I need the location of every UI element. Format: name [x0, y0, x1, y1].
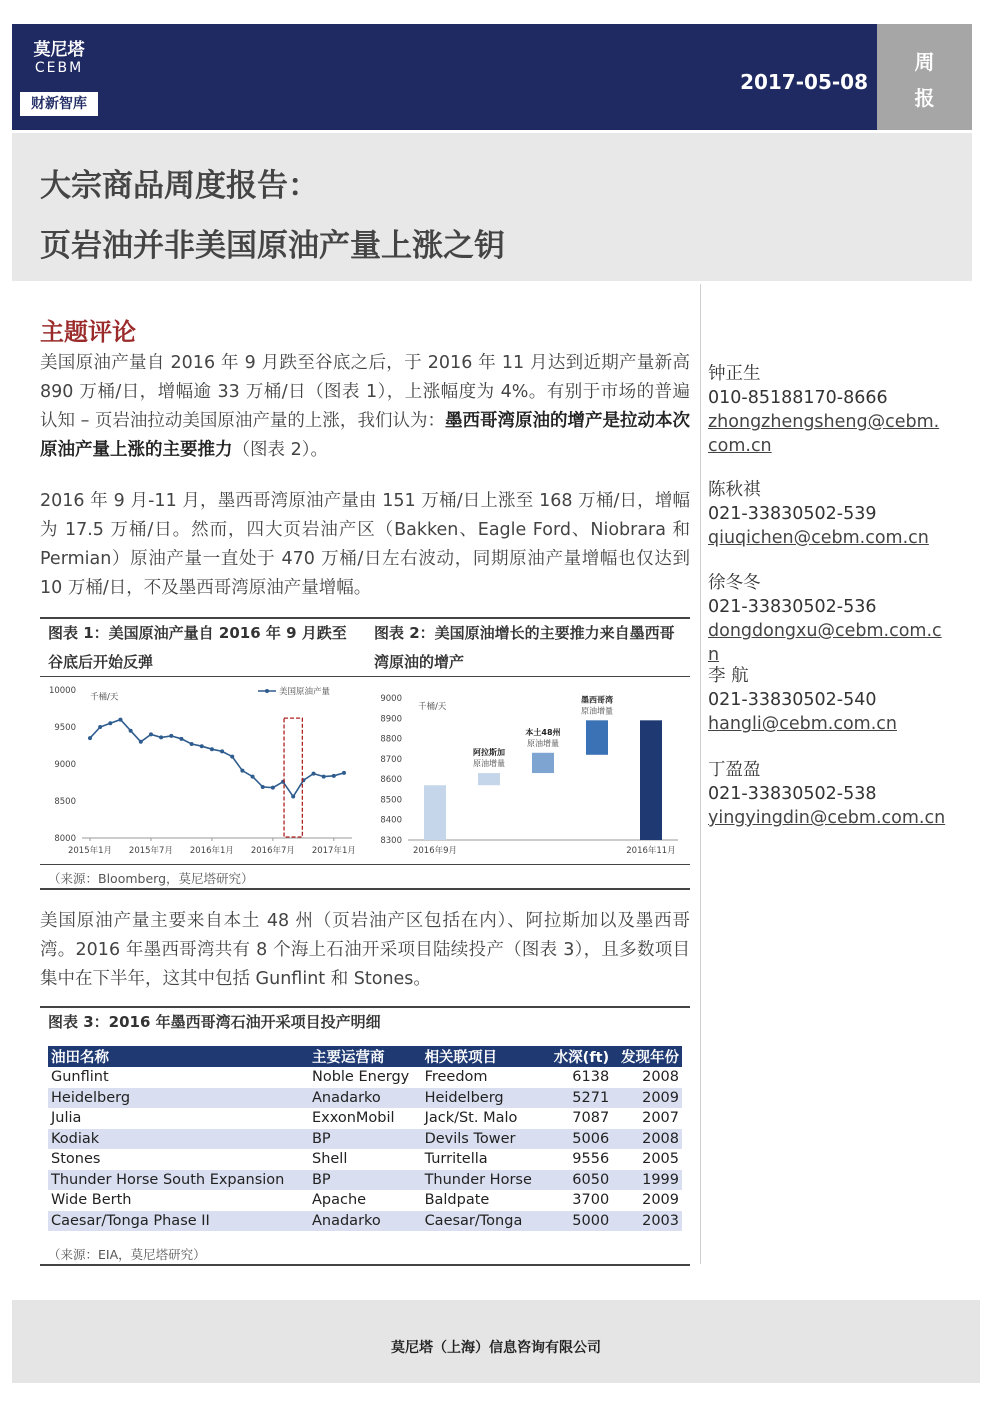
cell-project: Caesar/Tonga [422, 1211, 546, 1232]
cell-field: Caesar/Tonga Phase II [48, 1211, 309, 1232]
cell-field: Stones [51, 1151, 101, 1168]
figure-source-rule [40, 864, 690, 865]
data-point [139, 740, 143, 744]
contact-phone: 010-85188170-8666 [708, 388, 888, 408]
y-tick-label: 8000 [54, 834, 76, 844]
data-point [322, 775, 326, 779]
y-tick-label: 8600 [380, 775, 402, 786]
contact-name: 丁盈盈 [708, 760, 761, 780]
data-point [98, 725, 102, 729]
cell-project: Turritella [424, 1151, 488, 1168]
data-point [129, 729, 133, 733]
report-type-char-2: 报 [914, 86, 935, 110]
data-point [149, 732, 153, 736]
data-point [251, 775, 255, 779]
data-point [261, 785, 265, 789]
contact-card [708, 571, 948, 667]
cell-operator: BP [309, 1170, 422, 1191]
data-point [332, 774, 336, 778]
contact-email[interactable]: zhongzhengsheng@cebm.com.cn [708, 412, 940, 456]
contact-phone: 021-33830502-540 [708, 690, 877, 710]
figure-caption-rule [40, 676, 690, 677]
figure-2-waterfall-chart [372, 680, 690, 862]
table-row [48, 1067, 682, 1088]
cebm-logo [20, 40, 98, 92]
cell-operator: Shell [311, 1151, 348, 1168]
col-header-operator: 主要运营商 [309, 1046, 422, 1067]
table-row [48, 1190, 682, 1211]
table-bottom-rule [40, 1264, 690, 1266]
figure-1-line-chart [40, 680, 360, 862]
cell-year: 2003 [612, 1211, 682, 1232]
figure-1-caption: 图表 1：美国原油产量自 2016 年 9 月跌至谷底后开始反弹 [48, 624, 347, 671]
data-point [179, 737, 183, 741]
table-body [48, 1067, 682, 1231]
contact-phone: 021-33830502-538 [708, 784, 877, 804]
y-tick-label: 9000 [54, 760, 76, 770]
contact-name: 陈秋祺 [708, 480, 761, 500]
x-tick-label: 2015年7月 [128, 846, 173, 856]
cell-year: 1999 [612, 1170, 682, 1191]
contact-name: 徐冬冬 [708, 573, 761, 593]
cell-depth: 3700 [572, 1192, 610, 1209]
footer-company: 莫尼塔（上海）信息咨询有限公司 [391, 1340, 601, 1356]
table-header-row [48, 1046, 682, 1067]
contact-phone: 021-33830502-539 [708, 504, 877, 524]
unit-label: 千桶/天 [90, 692, 119, 703]
x-tick-label: 2016年1月 [189, 846, 234, 856]
cell-depth: 7087 [572, 1110, 610, 1127]
col-header-field: 油田名称 [48, 1046, 309, 1067]
contact-email[interactable]: dongdongxu@cebm.com.cn [708, 621, 942, 665]
cell-operator: Anadarko [309, 1088, 422, 1109]
cell-field: Heidelberg [48, 1088, 309, 1109]
bar-label-line1: 墨西哥湾 [581, 695, 613, 705]
column-divider [700, 284, 701, 1264]
cell-project: Heidelberg [422, 1088, 546, 1109]
col-header-depth: 水深(ft) [545, 1046, 612, 1067]
contact-name: 李 航 [708, 666, 749, 686]
logo-subtitle: 财新智库 [20, 92, 98, 116]
cell-year: 2008 [612, 1129, 682, 1150]
contact-card [708, 664, 948, 736]
waterfall-bar [532, 753, 554, 773]
table-row [48, 1088, 682, 1109]
y-tick-label: 8400 [380, 815, 402, 826]
report-type-char-1: 周 [914, 50, 935, 74]
data-point [169, 734, 173, 738]
cell-year: 2005 [642, 1151, 679, 1168]
waterfall-bar [640, 720, 662, 840]
paragraph-1-bold: 墨西哥湾原油的增产是拉动本次原油产量上涨的主要推力 [40, 411, 691, 460]
bar-label-line2: 原油增量 [581, 706, 613, 716]
y-tick-label: 8500 [380, 795, 402, 806]
col-header-year: 发现年份 [612, 1046, 682, 1067]
cell-depth: 9556 [572, 1151, 610, 1168]
cell-project: Thunder Horse [422, 1170, 546, 1191]
table-row [48, 1211, 682, 1232]
title-line-1: 大宗商品周度报告： [40, 168, 319, 204]
y-tick-label: 10000 [48, 686, 76, 696]
cell-depth: 6138 [572, 1069, 610, 1086]
data-point [190, 742, 194, 746]
paragraph-3: 美国原油产量主要来自本土 48 州（页岩油产区包括在内）、阿拉斯加以及墨西哥湾。2016 年墨西哥湾共有 8 个海上石油开采项目陆续投产（图表 3），且多数项目集中在下半年，这其中包括 Gunflint 和 Stones。 [40, 911, 690, 989]
contact-card [708, 362, 948, 458]
cell-field: Wide Berth [51, 1192, 132, 1209]
y-tick-label: 9500 [54, 723, 76, 733]
cell-operator: BP [309, 1129, 422, 1150]
bar-label-line2: 原油增量 [527, 738, 559, 748]
waterfall-bar [424, 785, 446, 840]
cell-project: Devils Tower [422, 1129, 546, 1150]
cell-operator: Apache [311, 1192, 367, 1209]
data-point [210, 747, 214, 751]
paragraph-1-end: （图表 2）。 [232, 440, 328, 460]
data-point [200, 744, 204, 748]
x-tick-label: 2017年1月 [311, 846, 356, 856]
y-tick-label: 8900 [380, 714, 402, 725]
waterfall-bar [478, 773, 500, 785]
unit-label: 千桶/天 [418, 702, 447, 713]
y-tick-label: 8700 [380, 754, 402, 765]
data-point [88, 736, 92, 740]
bar-label-line1: 阿拉斯加 [473, 748, 505, 758]
title-line-2: 页岩油并非美国原油产量上涨之钥 [40, 228, 505, 264]
cell-depth: 6050 [545, 1170, 612, 1191]
oilfield-table [48, 1046, 682, 1231]
cell-operator: ExxonMobil [311, 1110, 395, 1127]
highlight-box [284, 718, 302, 837]
cell-operator: Anadarko [309, 1211, 422, 1232]
x-tick-label: 2016年11月 [626, 846, 676, 856]
x-tick-label: 2015年1月 [67, 846, 113, 856]
data-point [118, 718, 122, 722]
contact-card [708, 758, 948, 830]
y-tick-label: 8800 [380, 734, 402, 745]
figure-bottom-rule [40, 888, 690, 890]
data-point [159, 735, 163, 739]
data-point [312, 772, 316, 776]
legend-marker [265, 689, 269, 693]
cell-depth: 5271 [545, 1088, 612, 1109]
x-tick-label: 2016年7月 [250, 846, 295, 856]
figure-3-source: （来源：EIA，莫尼塔研究） [48, 1247, 206, 1262]
cell-depth: 5006 [545, 1129, 612, 1150]
figure-1-2-source: （来源：Bloomberg，莫尼塔研究） [48, 871, 254, 886]
cell-depth: 5000 [545, 1211, 612, 1232]
cell-project: Jack/St. Malo [424, 1110, 518, 1127]
cell-field: Thunder Horse South Expansion [48, 1170, 309, 1191]
report-date: 2017-05-08 [740, 70, 868, 94]
report-type-label [877, 44, 972, 116]
y-tick-label: 8300 [380, 836, 402, 846]
legend-label: 美国原油产量 [279, 687, 331, 697]
paragraph-1-text: 美国原油产量自 2016 年 9 月跌至谷底之后，于 2016 年 11 月达到近期产量新高 890 万桶/日，增幅逾 33 万桶/日（图表 1），上涨幅度为 4%。有别于市场的普遍认知 – 页岩油拉动美国原油产量的上涨，我们认为： [40, 353, 690, 431]
paragraph-1 [40, 349, 690, 465]
waterfall-bar [586, 720, 608, 754]
contact-card [708, 478, 948, 550]
paragraph-2: 2016 年 9 月-11 月，墨西哥湾原油产量由 151 万桶/日上涨至 168 万桶/日，增幅为 17.5 万桶/日。然而，四大页岩油产区（Bakken、Eagle Ford、Niobrara 和 Permian）原油产量一直处于 470 万桶/日左右波动，同期原油产量增幅也仅达到 10 万桶/日，不及墨西哥湾原油产量增幅。 [40, 491, 690, 598]
data-point [342, 771, 346, 775]
y-tick-label: 9000 [380, 694, 402, 704]
cell-project: Baldpate [424, 1192, 490, 1209]
series-line [90, 720, 344, 797]
cell-field: Gunflint [51, 1069, 109, 1086]
cell-field: Kodiak [48, 1129, 309, 1150]
data-point [291, 795, 295, 799]
data-point [271, 786, 275, 790]
contact-name: 钟正生 [708, 364, 761, 384]
x-tick-label: 2016年9月 [412, 846, 458, 856]
cell-operator: Noble Energy [311, 1069, 410, 1086]
figure-2-caption: 图表 2：美国原油增长的主要推力来自墨西哥湾原油的增产 [374, 624, 675, 671]
data-point [240, 769, 244, 773]
bar-label-line2: 原油增量 [473, 759, 505, 769]
section-title: 主题评论 [40, 318, 136, 346]
logo-cn-text: 莫尼塔 [33, 40, 85, 60]
y-tick-label: 8500 [54, 797, 76, 807]
table-row [48, 1170, 682, 1191]
cell-year: 2008 [642, 1069, 679, 1086]
contact-email[interactable]: hangli@cebm.com.cn [708, 714, 897, 734]
table-row [48, 1129, 682, 1150]
table-row [48, 1108, 682, 1129]
logo-en-text: CEBM [34, 60, 84, 76]
cell-project: Freedom [424, 1069, 488, 1086]
contact-email[interactable]: yingyingdin@cebm.com.cn [708, 808, 946, 828]
cell-year: 2007 [642, 1110, 679, 1127]
col-header-project: 相关联项目 [422, 1046, 546, 1067]
cell-year: 2009 [612, 1088, 682, 1109]
table-row [48, 1149, 682, 1170]
bar-label-line1: 本土48州 [525, 727, 561, 737]
data-point [220, 749, 224, 753]
contact-email[interactable]: qiuqichen@cebm.com.cn [708, 528, 929, 548]
cell-field: Julia [51, 1110, 82, 1127]
figure-3-caption: 图表 3：2016 年墨西哥湾石油开采项目投产明细 [48, 1013, 381, 1031]
cell-year: 2009 [642, 1192, 679, 1209]
data-point [108, 721, 112, 725]
data-point [230, 755, 234, 759]
contact-phone: 021-33830502-536 [708, 597, 877, 617]
